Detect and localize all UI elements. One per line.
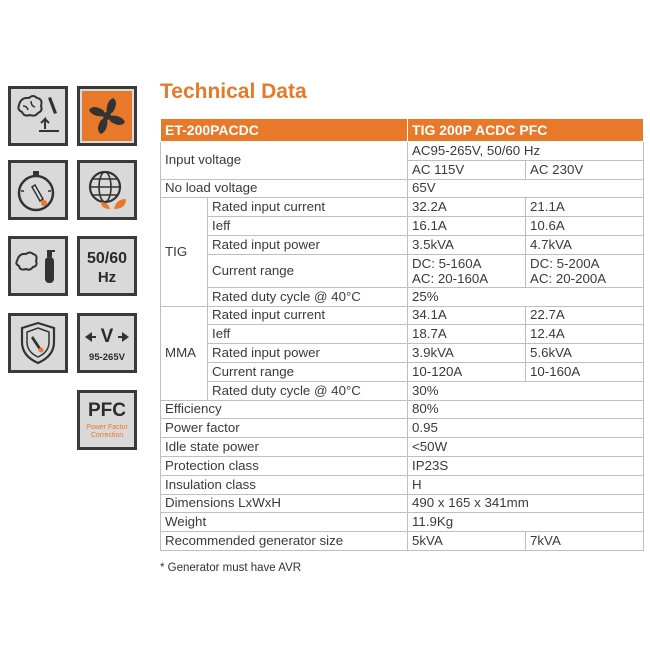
row-label: Rated input current: [208, 198, 408, 217]
table-header-row: [161, 119, 644, 142]
group-label-tig: TIG: [161, 198, 208, 306]
pfc-sub-line1: Power Factor: [86, 424, 128, 431]
table-row: [161, 362, 644, 381]
row-value-col1: 16.1A: [408, 217, 526, 236]
row-value-col1: 34.1A: [408, 306, 526, 325]
row-value-col2: [526, 254, 644, 287]
frequency-icon: [77, 236, 137, 296]
table-row: [161, 287, 644, 306]
row-label: Idle state power: [161, 438, 408, 457]
voltage-range-icon: [77, 313, 137, 373]
row-value-col1: [408, 254, 526, 287]
table-row: [161, 198, 644, 217]
row-value: <50W: [408, 438, 644, 457]
pfc-label: PFC: [88, 400, 126, 421]
technical-data-table: [160, 118, 644, 551]
row-value: 65V: [408, 179, 644, 198]
table-row: [161, 419, 644, 438]
table-row: [161, 344, 644, 363]
pfc-icon: [77, 390, 137, 450]
row-label: Recommended generator size: [161, 532, 408, 551]
row-label: Power factor: [161, 419, 408, 438]
range-line: DC: 5-200A: [530, 255, 600, 271]
row-value-col2: 10-160A: [526, 362, 644, 381]
row-value: 490 x 165 x 341mm: [408, 494, 644, 513]
row-value-col2: 10.6A: [526, 217, 644, 236]
row-value-col1: 10-120A: [408, 362, 526, 381]
row-value: 80%: [408, 400, 644, 419]
row-label: Rated duty cycle @ 40°C: [208, 287, 408, 306]
table-row: [161, 254, 644, 287]
range-line: AC: 20-200A: [530, 270, 607, 286]
row-value: 30%: [408, 381, 644, 400]
smart-intelligence-icon: [8, 86, 68, 146]
row-label: Ieff: [208, 217, 408, 236]
table-row: [161, 456, 644, 475]
row-label: Protection class: [161, 456, 408, 475]
row-value-col2: AC 230V: [526, 160, 644, 179]
row-value: AC95-265V, 50/60 Hz: [408, 142, 644, 161]
voltage-symbol: V: [100, 326, 114, 347]
footnote: * Generator must have AVR: [160, 562, 302, 574]
cooling-fan-icon: [77, 86, 137, 146]
table-row: [161, 532, 644, 551]
table-row: [161, 217, 644, 236]
row-label: Weight: [161, 513, 408, 532]
row-value-col2: 5.6kVA: [526, 344, 644, 363]
table-row: [161, 179, 644, 198]
row-label: Rated input power: [208, 344, 408, 363]
table-row: [161, 381, 644, 400]
row-value: 25%: [408, 287, 644, 306]
row-value-col2: 7kVA: [526, 532, 644, 551]
range-line: DC: 5-160A: [412, 255, 482, 271]
table-row: [161, 494, 644, 513]
row-label: Input voltage: [161, 142, 408, 180]
frequency-line1: 50/60: [86, 250, 128, 267]
model-right: TIG 200P ACDC PFC: [408, 119, 644, 142]
row-label: Rated duty cycle @ 40°C: [208, 381, 408, 400]
table-row: [161, 400, 644, 419]
row-label: Current range: [208, 254, 408, 287]
model-left: ET-200PACDC: [161, 119, 408, 142]
timer-torch-icon: [8, 160, 68, 220]
protection-shield-icon: [8, 313, 68, 373]
global-eco-icon: [77, 160, 137, 220]
table-row: [161, 306, 644, 325]
row-label: No load voltage: [161, 179, 408, 198]
pfc-sub-line2: Correction: [90, 432, 124, 439]
row-label: Current range: [208, 362, 408, 381]
row-value: 11.9Kg: [408, 513, 644, 532]
frequency-line2: Hz: [97, 269, 117, 286]
row-label: Ieff: [208, 325, 408, 344]
row-label: Rated input power: [208, 235, 408, 254]
row-label: Dimensions LxWxH: [161, 494, 408, 513]
row-value-col2: 21.1A: [526, 198, 644, 217]
row-value: H: [408, 475, 644, 494]
page-title: Technical Data: [160, 80, 307, 103]
voltage-range: 95-265V: [89, 352, 125, 363]
row-label: Rated input current: [208, 306, 408, 325]
table-row: [161, 513, 644, 532]
row-label: Efficiency: [161, 400, 408, 419]
table-row: [161, 475, 644, 494]
table-row: [161, 438, 644, 457]
row-label: Insulation class: [161, 475, 408, 494]
row-value-col2: 22.7A: [526, 306, 644, 325]
table-row: [161, 235, 644, 254]
table-row: [161, 142, 644, 161]
row-value-col1: AC 115V: [408, 160, 526, 179]
row-value-col1: 32.2A: [408, 198, 526, 217]
row-value-col2: 12.4A: [526, 325, 644, 344]
row-value-col1: 3.9kVA: [408, 344, 526, 363]
row-value-col1: 18.7A: [408, 325, 526, 344]
row-value-col1: 3.5kVA: [408, 235, 526, 254]
table-row: [161, 325, 644, 344]
range-line: AC: 20-160A: [412, 270, 489, 286]
row-value-col1: 5kVA: [408, 532, 526, 551]
row-value: IP23S: [408, 456, 644, 475]
gas-cylinder-brain-icon: [8, 236, 68, 296]
row-value-col2: 4.7kVA: [526, 235, 644, 254]
group-label-mma: MMA: [161, 306, 208, 400]
row-value: 0.95: [408, 419, 644, 438]
